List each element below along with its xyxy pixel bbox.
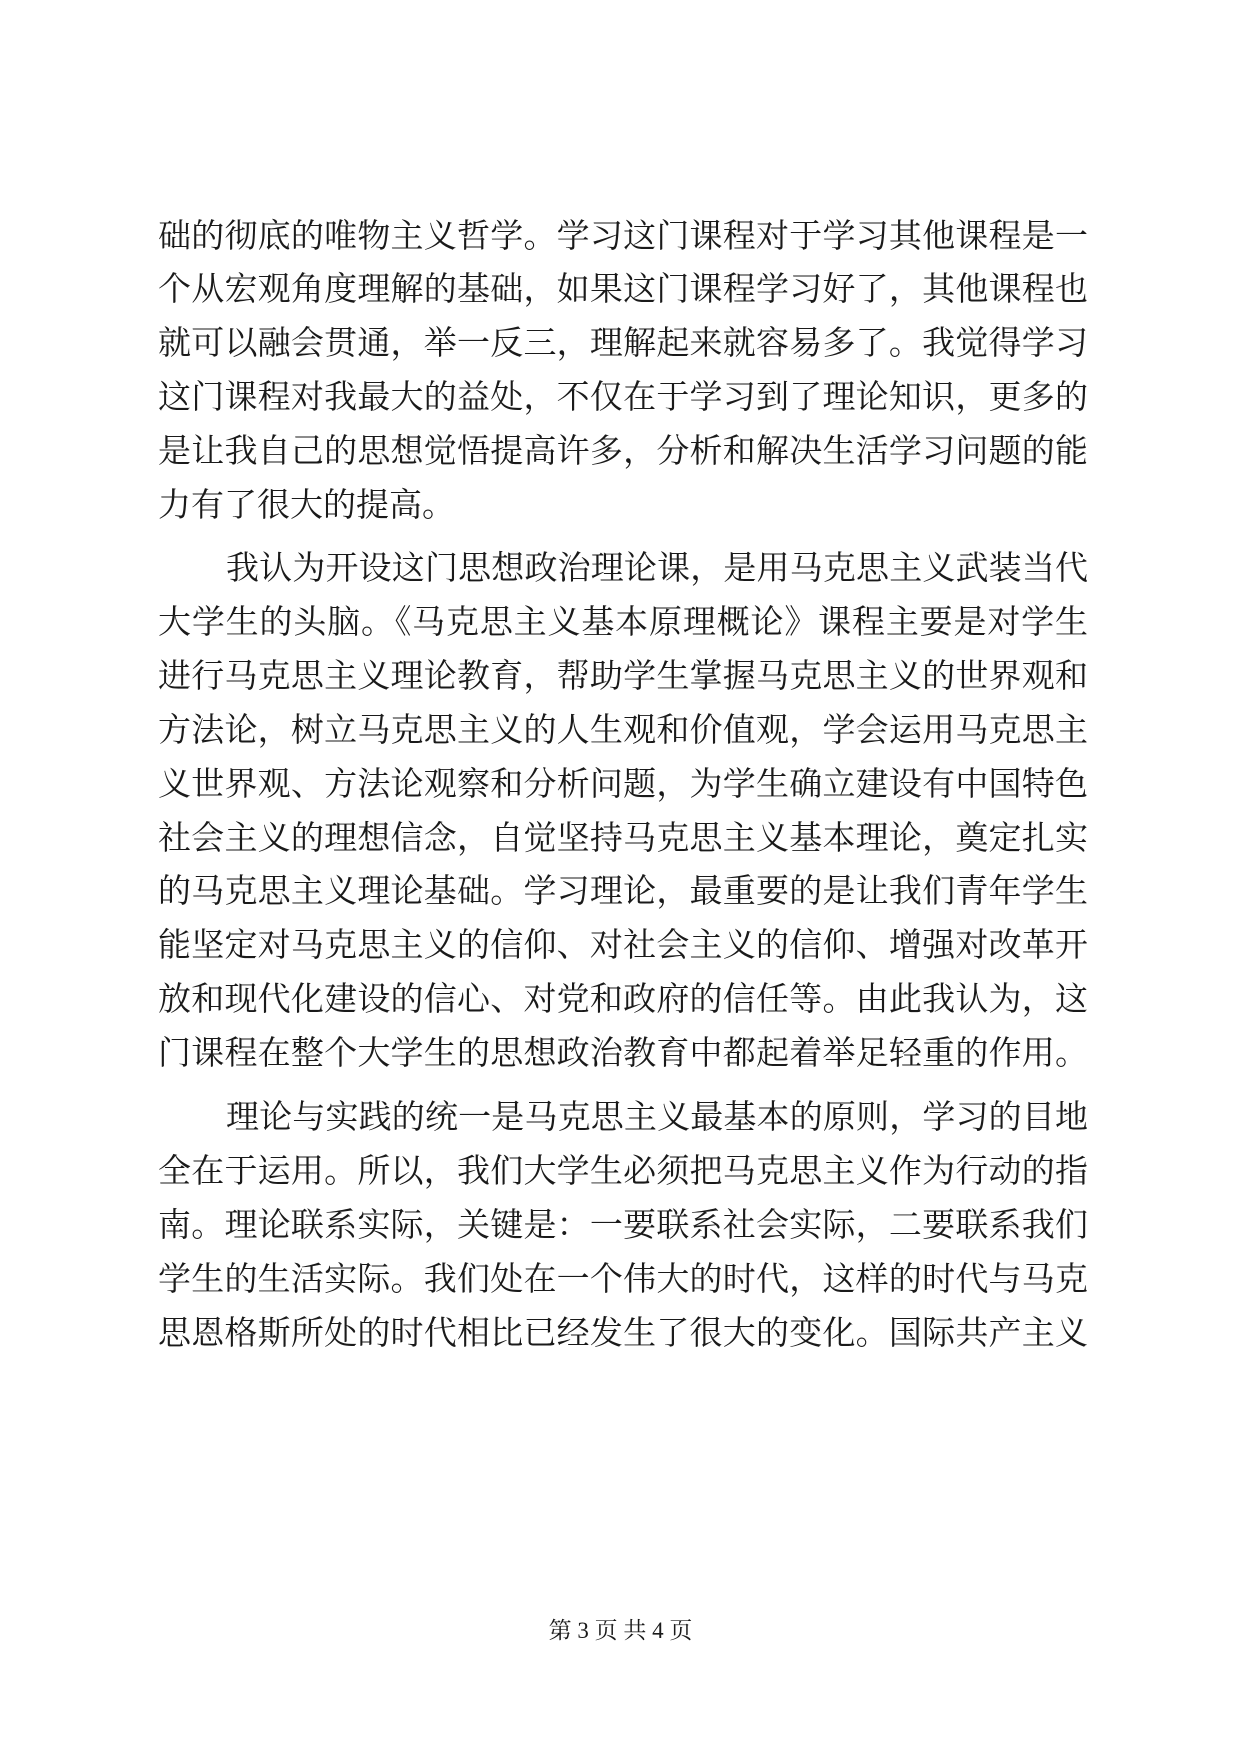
paragraph-2-line-1: 我认为开设这门思想政治理论课，是用马克思主义武装当代: [226, 548, 1088, 587]
paragraph-1-line-3: 就可以融会贯通，举一反三，理解起来就容易多了。我觉得学习: [158, 323, 1088, 362]
paragraph-3-line-3: 南。理论联系实际，关键是：一要联系社会实际，二要联系我们: [158, 1205, 1088, 1244]
paragraph-2-line-2: 大学生的头脑。《马克思主义基本原理概论》课程主要是对学生: [158, 602, 1088, 641]
paragraph-2-line-4: 方法论，树立马克思主义的人生观和价值观，学会运用马克思主: [158, 710, 1088, 749]
paragraph-2-line-10: 门课程在整个大学生的思想政治教育中都起着举足轻重的作用。: [158, 1033, 1088, 1072]
paragraph-3-line-4: 学生的生活实际。我们处在一个伟大的时代，这样的时代与马克: [158, 1259, 1088, 1298]
paragraph-1-line-6: 力有了很大的提高。: [158, 485, 455, 524]
paragraph-1-line-1: 础的彻底的唯物主义哲学。学习这门课程对于学习其他课程是一: [158, 216, 1088, 255]
paragraph-2-line-3: 进行马克思主义理论教育，帮助学生掌握马克思主义的世界观和: [158, 656, 1088, 695]
paragraph-1-line-2: 个从宏观角度理解的基础，如果这门课程学习好了，其他课程也: [158, 269, 1088, 308]
paragraph-2-line-7: 的马克思主义理论基础。学习理论，最重要的是让我们青年学生: [158, 871, 1088, 910]
paragraph-3-line-5: 思恩格斯所处的时代相比已经发生了很大的变化。国际共产主义: [158, 1313, 1088, 1352]
paragraph-3-line-1: 理论与实践的统一是马克思主义最基本的原则，学习的目地: [226, 1097, 1088, 1136]
paragraph-2-line-6: 社会主义的理想信念，自觉坚持马克思主义基本理论，奠定扎实: [158, 818, 1088, 857]
paragraph-3-line-2: 全在于运用。所以，我们大学生必须把马克思主义作为行动的指: [158, 1151, 1088, 1190]
paragraph-2-line-8: 能坚定对马克思主义的信仰、对社会主义的信仰、增强对改革开: [158, 925, 1088, 964]
paragraph-1-line-4: 这门课程对我最大的益处，不仅在于学习到了理论知识，更多的: [158, 377, 1088, 416]
paragraph-2-line-5: 义世界观、方法论观察和分析问题，为学生确立建设有中国特色: [158, 764, 1088, 803]
paragraph-2-line-9: 放和现代化建设的信心、对党和政府的信任等。由此我认为，这: [158, 979, 1088, 1018]
page-number-footer: 第 3 页 共 4 页: [548, 1618, 693, 1643]
paragraph-1-line-5: 是让我自己的思想觉悟提高许多，分析和解决生活学习问题的能: [158, 431, 1088, 470]
